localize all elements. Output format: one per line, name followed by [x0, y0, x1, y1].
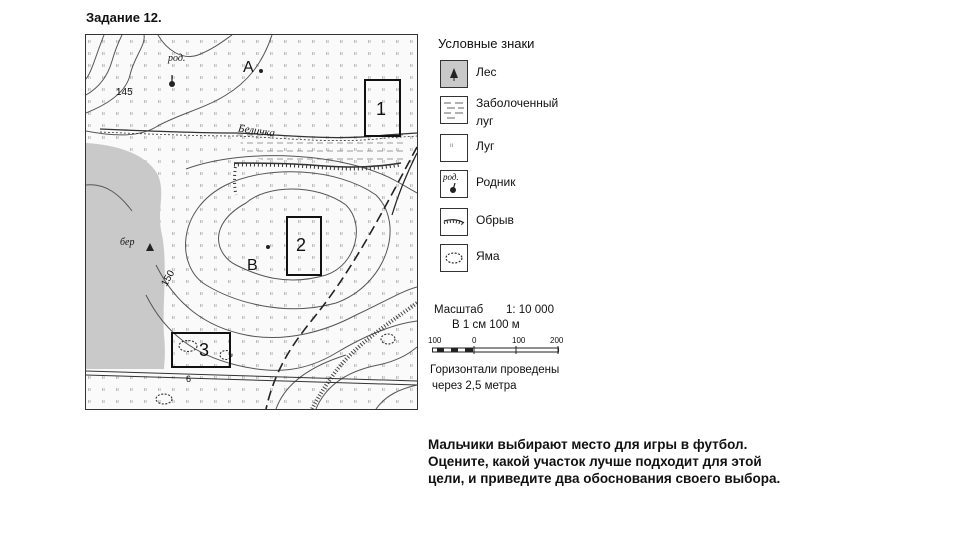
- tree-icon: [440, 60, 468, 88]
- contour-145-label: 145: [116, 87, 133, 98]
- scale-tick-label: 200: [550, 336, 564, 345]
- spring-icon: род.: [440, 170, 468, 198]
- plot-1-number[interactable]: 1: [376, 99, 387, 119]
- scale-bar: [432, 346, 567, 356]
- point-a-dot: [259, 69, 263, 73]
- contour-150-label: 150: [159, 268, 178, 289]
- contour-interval-line1: Горизонтали проведены: [430, 364, 560, 376]
- scale-tick-label: 100: [428, 336, 442, 345]
- point-a-label: А: [243, 59, 254, 76]
- legend-title: Условные знаки: [438, 36, 535, 51]
- point-b-label: В: [247, 257, 258, 274]
- scale-tick-label: 100: [512, 336, 526, 345]
- map-scale: [430, 302, 590, 402]
- pit-icon: [440, 244, 468, 272]
- point-b-dot: [266, 245, 270, 249]
- plot-2-number[interactable]: 2: [296, 235, 307, 255]
- forest-area: [86, 143, 165, 369]
- topographic-map: [85, 34, 418, 410]
- contour-interval-line2: через 2,5 метра: [432, 380, 517, 392]
- river-label: Беличка: [237, 122, 276, 140]
- map-svg: [86, 35, 417, 409]
- spring-label: род.: [168, 53, 186, 64]
- question-line: Оцените, какой участок лучше подходит для этой: [428, 454, 762, 469]
- scale-ratio: 1: 10 000: [506, 304, 554, 316]
- scale-label: Масштаб: [434, 304, 484, 316]
- plot-3-number[interactable]: 3: [199, 340, 210, 360]
- task-title: Задание 12.: [86, 10, 162, 25]
- task-question: [428, 436, 828, 487]
- meadow-icon: [440, 134, 468, 162]
- road-number-label: 6: [186, 374, 192, 384]
- swamp-icon: [440, 96, 468, 124]
- question-line: цели, и приведите два обоснования своего выбора.: [428, 471, 781, 486]
- map-legend: Условные знаки Лес Заболоченный луг ıı Луг род. Родник Обрыв Яма: [430, 34, 590, 294]
- question-line: Мальчики выбирают место для игры в футбол.: [428, 437, 748, 452]
- cliff-icon: [440, 208, 468, 236]
- scale-named: В 1 см 100 м: [452, 319, 520, 331]
- scale-tick-label: 0: [472, 336, 477, 345]
- svg-text:ıı: ıı: [450, 143, 454, 149]
- birch-label: бер: [120, 237, 135, 248]
